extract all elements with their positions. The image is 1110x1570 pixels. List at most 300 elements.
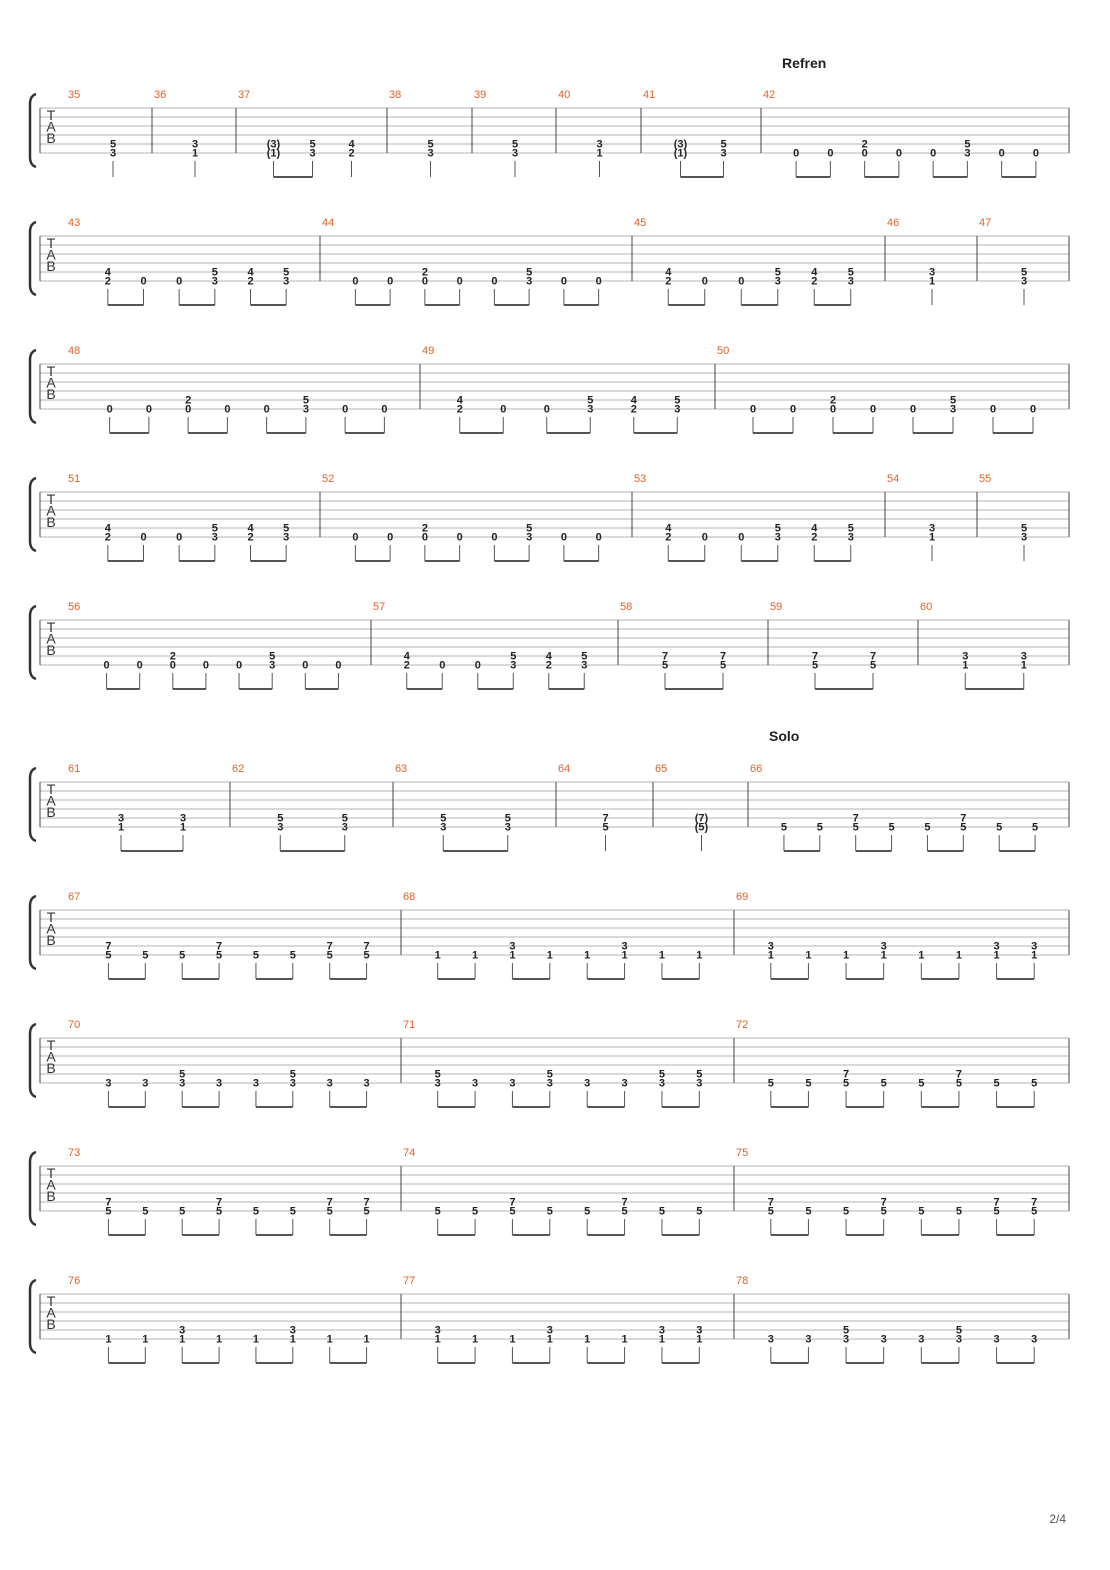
- measure-number: 40: [558, 89, 571, 101]
- tab-clef-letter: A: [46, 1176, 56, 1193]
- fret-number: 0: [500, 403, 507, 416]
- fret-number: 5: [309, 138, 316, 151]
- fret-number: 3: [964, 147, 971, 160]
- fret-number: 3: [928, 266, 936, 279]
- fret-number: 4: [104, 522, 111, 535]
- fret-number: 5: [955, 1077, 962, 1090]
- tab-clef-letter: T: [46, 1293, 56, 1309]
- fret-number: 3: [211, 275, 218, 288]
- fret-number: 1: [546, 949, 553, 962]
- fret-number: 3: [434, 1077, 441, 1090]
- fret-number: 1: [767, 949, 774, 962]
- fret-number: 1: [993, 949, 1000, 962]
- fret-number: 1: [584, 1333, 591, 1346]
- fret-number: 4: [545, 650, 552, 663]
- fret-number: 0: [474, 659, 481, 672]
- fret-number: 5: [696, 1068, 703, 1081]
- system-bracket: [30, 1024, 36, 1097]
- fret-number: 5: [434, 1205, 441, 1218]
- fret-number: 1: [546, 1333, 553, 1346]
- fret-number: 5: [847, 522, 854, 535]
- fret-number: 2: [185, 394, 192, 407]
- measure-number: 58: [620, 601, 633, 613]
- fret-number: 5: [774, 266, 781, 279]
- fret-number: 3: [955, 1333, 962, 1346]
- fret-number: 3: [696, 1324, 703, 1337]
- fret-number: 5: [341, 812, 348, 825]
- fret-number: 1: [289, 1333, 296, 1346]
- staff-system: [30, 1147, 1069, 1235]
- fret-number: 5: [955, 1324, 962, 1337]
- fret-number: 5: [869, 659, 877, 672]
- fret-number: 1: [179, 1333, 186, 1346]
- system-bracket: [30, 94, 36, 167]
- tab-clef-letter: T: [46, 363, 56, 379]
- fret-number: 5: [283, 522, 290, 535]
- fret-number: 0: [140, 531, 147, 544]
- tab-clef-letter: B: [46, 258, 56, 274]
- tab-clef-letter: B: [46, 804, 56, 820]
- fret-number: 5: [109, 138, 117, 151]
- fret-number: 7: [105, 1196, 112, 1209]
- fret-number: 0: [560, 531, 567, 544]
- staff-system: [30, 345, 1069, 433]
- measure-number: 69: [736, 891, 749, 903]
- fret-number: 5: [142, 949, 149, 962]
- tab-clef-letter: A: [46, 246, 56, 263]
- fret-number: 3: [117, 812, 125, 825]
- system-bracket: [30, 478, 36, 551]
- system-bracket: [30, 1280, 36, 1353]
- measure-number: 36: [154, 89, 167, 101]
- fret-number: 1: [696, 949, 703, 962]
- fret-number: 7: [993, 1196, 1000, 1209]
- tab-clef-letter: A: [46, 374, 56, 391]
- measure-number: 60: [920, 601, 933, 613]
- fret-number: 0: [998, 147, 1005, 160]
- fret-number: 5: [289, 949, 296, 962]
- tab-clef-letter: A: [46, 920, 56, 937]
- fret-number: 5: [584, 1205, 591, 1218]
- fret-number: 5: [216, 1205, 223, 1218]
- fret-number: 5: [363, 1205, 370, 1218]
- fret-number: 2: [665, 275, 672, 288]
- fret-number: 7: [661, 650, 669, 663]
- fret-number: 5: [277, 812, 284, 825]
- measure-number: 39: [474, 89, 487, 101]
- fret-number: 0: [421, 275, 428, 288]
- fret-number: 7: [326, 940, 333, 953]
- section-label-refren: Refren: [782, 55, 827, 71]
- fret-number: 5: [918, 1077, 925, 1090]
- measure-number: 35: [68, 89, 81, 101]
- fret-number: 3: [216, 1077, 223, 1090]
- measure-number: 68: [403, 891, 416, 903]
- fret-number: 5: [546, 1068, 553, 1081]
- fret-number: 0: [456, 531, 463, 544]
- fret-number: 0: [352, 275, 359, 288]
- fret-number: 5: [526, 522, 533, 535]
- fret-number: 1: [918, 949, 925, 962]
- measure-number: 46: [887, 217, 900, 229]
- fret-number: 0: [701, 531, 708, 544]
- fret-number: 2: [811, 531, 818, 544]
- fret-number: 5: [289, 1205, 296, 1218]
- fret-number: 5: [993, 1077, 1000, 1090]
- fret-number: 7: [811, 650, 819, 663]
- fret-number: 7: [843, 1068, 850, 1081]
- fret-number: 5: [843, 1205, 850, 1218]
- fret-number: 3: [440, 821, 447, 834]
- fret-number: 0: [595, 275, 602, 288]
- fret-number: 0: [829, 403, 837, 416]
- fret-number: 3: [302, 403, 309, 416]
- fret-number: 5: [949, 394, 957, 407]
- fret-number: 5: [216, 949, 223, 962]
- fret-number: 2: [104, 531, 111, 544]
- system-bracket: [30, 896, 36, 969]
- fret-number: 3: [880, 940, 887, 953]
- fret-number: 2: [421, 266, 428, 279]
- fret-number: 0: [387, 531, 394, 544]
- measure-number: 41: [643, 89, 656, 101]
- tab-clef-letter: B: [46, 1188, 56, 1204]
- fret-number: 0: [439, 659, 446, 672]
- fret-number: 5: [918, 1205, 925, 1218]
- fret-number: 3: [993, 940, 1000, 953]
- fret-number: 5: [179, 949, 186, 962]
- fret-number: 0: [421, 531, 428, 544]
- tab-clef-letter: B: [46, 514, 56, 530]
- measure-number: 70: [68, 1019, 81, 1031]
- fret-number: 3: [847, 531, 854, 544]
- fret-number: 0: [169, 659, 176, 672]
- measure-number: 72: [736, 1019, 749, 1031]
- measure-number: 67: [68, 891, 81, 903]
- fret-number: 0: [352, 531, 359, 544]
- fret-number: 7: [509, 1196, 516, 1209]
- fret-number: 0: [224, 403, 231, 416]
- fret-number: 3: [109, 147, 117, 160]
- fret-number: 4: [811, 266, 818, 279]
- fret-number: 1: [928, 531, 936, 544]
- fret-number: 5: [658, 1068, 665, 1081]
- fret-number: 5: [326, 949, 333, 962]
- fret-number: 5: [252, 949, 259, 962]
- measure-number: 71: [403, 1019, 416, 1031]
- tab-clef-letter: T: [46, 1165, 56, 1181]
- fret-number: 0: [1032, 147, 1039, 160]
- fret-number: 3: [363, 1077, 370, 1090]
- fret-number: 1: [117, 821, 125, 834]
- fret-number: 2: [861, 138, 868, 151]
- fret-number: 0: [491, 275, 498, 288]
- fret-number: 7: [955, 1068, 962, 1081]
- fret-number: 2: [247, 531, 254, 544]
- fret-number: 7: [719, 650, 727, 663]
- fret-number: 7: [880, 1196, 887, 1209]
- fret-number: 3: [269, 659, 276, 672]
- fret-number: 3: [949, 403, 957, 416]
- fret-number: 5: [719, 659, 727, 672]
- fret-number: 5: [289, 1068, 296, 1081]
- fret-number: 5: [924, 821, 931, 834]
- fret-number: 3: [511, 147, 519, 160]
- fret-number: 5: [805, 1077, 812, 1090]
- fret-number: 0: [861, 147, 868, 160]
- measure-number: 77: [403, 1275, 416, 1287]
- fret-number: 0: [749, 403, 757, 416]
- fret-number: 0: [827, 147, 834, 160]
- fret-number: 1: [363, 1333, 370, 1346]
- fret-number: 1: [509, 949, 516, 962]
- fret-number: 7: [363, 940, 370, 953]
- fret-number: 2: [403, 659, 410, 672]
- fret-number: 5: [526, 266, 533, 279]
- staff-system: [30, 217, 1069, 305]
- fret-number: 7: [960, 812, 967, 825]
- measure-number: 49: [422, 345, 435, 357]
- fret-number: 5: [1032, 821, 1039, 834]
- tab-clef-letter: T: [46, 619, 56, 635]
- measure-number: 51: [68, 473, 81, 485]
- fret-number: 0: [543, 403, 550, 416]
- fret-number: 3: [341, 821, 348, 834]
- fret-number: 3: [252, 1077, 259, 1090]
- fret-number: 4: [665, 522, 672, 535]
- fret-number: 2: [630, 403, 637, 416]
- measure-number: 37: [238, 89, 251, 101]
- fret-number: 5: [767, 1077, 774, 1090]
- fret-number: 0: [793, 147, 800, 160]
- fret-number: 0: [491, 531, 498, 544]
- fret-number: 3: [526, 531, 533, 544]
- fret-number: 1: [216, 1333, 223, 1346]
- fret-number: 2: [811, 275, 818, 288]
- measure-number: 43: [68, 217, 81, 229]
- fret-number: 3: [993, 1333, 1000, 1346]
- fret-number: 3: [1031, 940, 1038, 953]
- fret-number: 5: [269, 650, 276, 663]
- fret-number: 5: [440, 812, 447, 825]
- fret-number: 0: [1029, 403, 1037, 416]
- fret-number: 3: [774, 531, 781, 544]
- system-bracket: [30, 606, 36, 679]
- fret-number: 3: [105, 1077, 112, 1090]
- measure-number: 59: [770, 601, 783, 613]
- fret-number: 1: [472, 949, 479, 962]
- fret-number: 7: [621, 1196, 628, 1209]
- tab-clef-letter: A: [46, 792, 56, 809]
- measure-number: 38: [389, 89, 402, 101]
- fret-number: 3: [1020, 531, 1028, 544]
- fret-number: 3: [179, 1077, 186, 1090]
- fret-number: 3: [696, 1077, 703, 1090]
- measure-number: 75: [736, 1147, 749, 1159]
- tab-clef-letter: A: [46, 630, 56, 647]
- tab-clef-letter: T: [46, 909, 56, 925]
- fret-number: 0: [930, 147, 937, 160]
- fret-number: 5: [211, 522, 218, 535]
- fret-number: 5: [661, 659, 669, 672]
- fret-number: 2: [247, 275, 254, 288]
- fret-number: 5: [847, 266, 854, 279]
- tab-clef-letter: A: [46, 502, 56, 519]
- fret-number: 1: [962, 659, 969, 672]
- fret-number: 3: [191, 138, 199, 151]
- measure-number: 56: [68, 601, 81, 613]
- fret-number: 3: [546, 1077, 553, 1090]
- fret-number: 1: [142, 1333, 149, 1346]
- fret-number: 0: [789, 403, 797, 416]
- fret-number: 0: [989, 403, 997, 416]
- fret-number: 3: [211, 531, 218, 544]
- measure-number: 74: [403, 1147, 416, 1159]
- fret-number: 1: [880, 949, 887, 962]
- fret-number: 3: [596, 138, 603, 151]
- fret-number: 3: [509, 940, 516, 953]
- fret-number: 3: [283, 531, 290, 544]
- fret-number: 1: [434, 1333, 441, 1346]
- fret-number: (7): [694, 812, 709, 825]
- fret-number: 1: [658, 949, 665, 962]
- fret-number: 3: [584, 1077, 591, 1090]
- measure-number: 73: [68, 1147, 81, 1159]
- fret-number: 1: [509, 1333, 516, 1346]
- fret-number: 1: [472, 1333, 479, 1346]
- measure-number: 62: [232, 763, 245, 775]
- staff-system: [30, 891, 1069, 979]
- fret-number: 0: [387, 275, 394, 288]
- fret-number: 2: [545, 659, 552, 672]
- fret-number: 3: [434, 1324, 441, 1337]
- fret-number: 5: [811, 659, 819, 672]
- tab-clef-letter: B: [46, 386, 56, 402]
- fret-number: 5: [326, 1205, 333, 1218]
- fret-number: 5: [767, 1205, 774, 1218]
- fret-number: (3): [266, 138, 281, 151]
- fret-number: 1: [179, 821, 187, 834]
- measure-number: 63: [395, 763, 408, 775]
- fret-number: 0: [263, 403, 270, 416]
- fret-number: 5: [283, 266, 290, 279]
- fret-number: 5: [1031, 1077, 1038, 1090]
- fret-number: 1: [596, 147, 603, 160]
- fret-number: 5: [602, 821, 609, 834]
- tab-clef-letter: A: [46, 118, 56, 135]
- fret-number: 1: [584, 949, 591, 962]
- fret-number: 3: [587, 403, 594, 416]
- fret-number: 5: [674, 394, 681, 407]
- fret-number: 3: [847, 275, 854, 288]
- fret-number: 0: [236, 659, 243, 672]
- tab-clef-letter: B: [46, 642, 56, 658]
- measure-number: 45: [634, 217, 647, 229]
- fret-number: 5: [774, 522, 781, 535]
- fret-number: 0: [560, 275, 567, 288]
- measure-number: 52: [322, 473, 335, 485]
- fret-number: 4: [630, 394, 637, 407]
- fret-number: 5: [142, 1205, 149, 1218]
- fret-number: 5: [964, 138, 971, 151]
- fret-number: 4: [348, 138, 355, 151]
- fret-number: 5: [996, 821, 1003, 834]
- fret-number: 5: [1031, 1205, 1038, 1218]
- fret-number: 3: [962, 650, 969, 663]
- fret-number: (3): [673, 138, 688, 151]
- tab-clef-letter: T: [46, 235, 56, 251]
- fret-number: 1: [105, 1333, 112, 1346]
- fret-number: 5: [363, 949, 370, 962]
- fret-number: 5: [696, 1205, 703, 1218]
- fret-number: 4: [456, 394, 463, 407]
- fret-number: 5: [434, 1068, 441, 1081]
- measure-number: 54: [887, 473, 900, 485]
- fret-number: (1): [266, 147, 281, 160]
- fret-number: 5: [621, 1205, 628, 1218]
- fret-number: 3: [658, 1077, 665, 1090]
- fret-number: 5: [843, 1077, 850, 1090]
- fret-number: 3: [179, 812, 187, 825]
- fret-number: 5: [658, 1205, 665, 1218]
- fret-number: 4: [247, 522, 254, 535]
- fret-number: 5: [509, 1205, 516, 1218]
- tab-clef-letter: A: [46, 1304, 56, 1321]
- measure-number: 66: [750, 763, 763, 775]
- fret-number: 3: [880, 1333, 887, 1346]
- fret-number: (1): [673, 147, 688, 160]
- fret-number: 5: [880, 1077, 887, 1090]
- fret-number: 3: [720, 147, 727, 160]
- fret-number: 4: [665, 266, 672, 279]
- fret-number: 3: [674, 403, 681, 416]
- fret-number: 3: [774, 275, 781, 288]
- fret-number: 5: [252, 1205, 259, 1218]
- fret-number: 5: [179, 1068, 186, 1081]
- fret-number: 5: [105, 949, 112, 962]
- staff-system: [30, 763, 1069, 851]
- staff-system: [30, 1275, 1069, 1363]
- fret-number: 2: [456, 403, 463, 416]
- fret-number: 3: [289, 1077, 296, 1090]
- fret-number: 1: [621, 1333, 628, 1346]
- fret-number: 4: [247, 266, 254, 279]
- fret-number: 7: [216, 940, 223, 953]
- fret-number: 0: [342, 403, 349, 416]
- system-bracket: [30, 222, 36, 295]
- tab-clef-letter: T: [46, 781, 56, 797]
- fret-number: 3: [918, 1333, 925, 1346]
- fret-number: 3: [277, 821, 284, 834]
- fret-number: 7: [767, 1196, 774, 1209]
- fret-number: 1: [928, 275, 936, 288]
- fret-number: 5: [1020, 266, 1028, 279]
- fret-number: 0: [202, 659, 209, 672]
- fret-number: 5: [587, 394, 594, 407]
- fret-number: 0: [869, 403, 877, 416]
- tab-clef-letter: B: [46, 1316, 56, 1332]
- measure-number: 78: [736, 1275, 749, 1287]
- fret-number: 5: [179, 1205, 186, 1218]
- fret-number: 0: [145, 403, 152, 416]
- fret-number: 1: [843, 949, 850, 962]
- fret-number: 3: [510, 659, 517, 672]
- fret-number: 5: [993, 1205, 1000, 1218]
- fret-number: 1: [1020, 659, 1027, 672]
- measure-number: 76: [68, 1275, 81, 1287]
- fret-number: 2: [665, 531, 672, 544]
- tab-clef-letter: B: [46, 1060, 56, 1076]
